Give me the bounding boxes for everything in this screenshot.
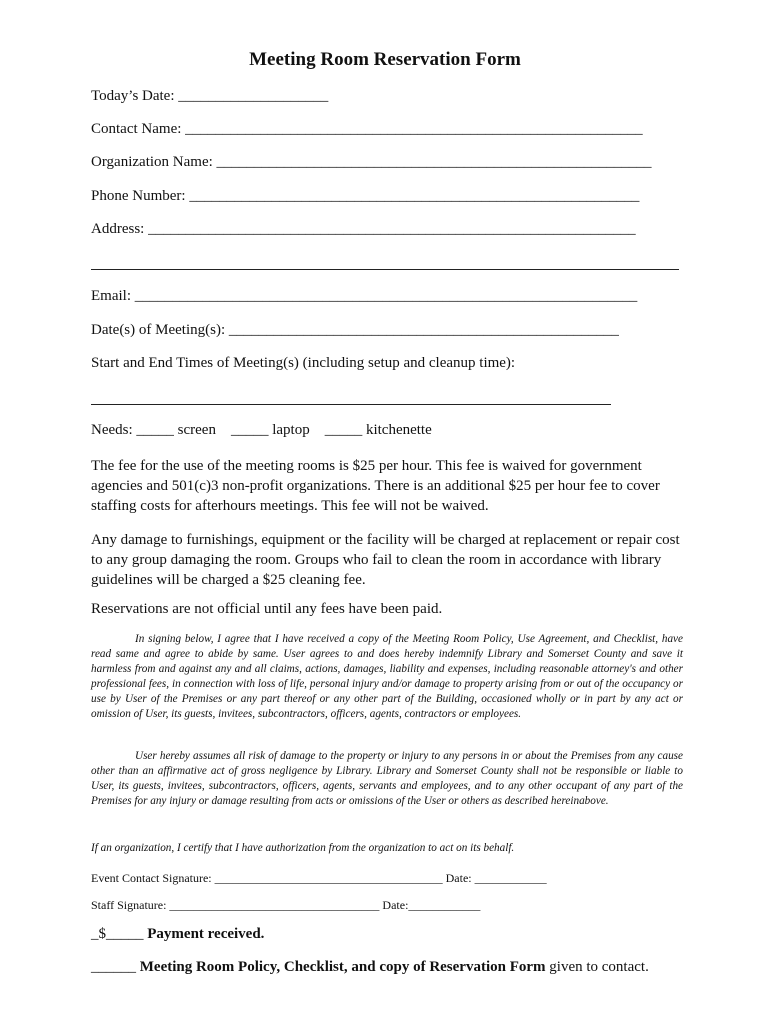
meeting-times-line[interactable] (91, 404, 611, 405)
contact-name-field[interactable]: Contact Name: _____________________________________________________________ (91, 121, 643, 137)
reservations-paragraph: Reservations are not official until any fees have been paid. (91, 601, 443, 617)
staff-signature-field[interactable]: Staff Signature: ___________________________________ Date:____________ (91, 898, 481, 912)
agreement-text: In signing below, I agree that I have received a copy of the Meeting Room Policy, Use Agreement, and Checklist, have read same and agree to abide by same. User agrees to and does hereby indemnify Library and Somerset County and save it harmless from and against any and all claims, actions, damages, liability and expenses, including reasonable attorney's and other professional fees, in connection with loss of life, personal injury and/or damage to property arising from or out of the occupancy or use by User of the Premises or any part thereof or any other part of the Building, occasioned wholly or in part by any act or omission of User, its guests, invitees, subcontractors, officers, agents, contractors or employees. (91, 633, 683, 720)
meeting-dates-field[interactable]: Date(s) of Meeting(s): ____________________________________________________ (91, 322, 619, 338)
todays-date-field[interactable]: Today’s Date: ____________________ (91, 88, 329, 104)
address-second-line[interactable] (91, 269, 679, 270)
phone-number-field[interactable]: Phone Number: ____________________________________________________________ (91, 188, 640, 204)
fee-paragraph: The fee for the use of the meeting rooms is $25 per hour. This fee is waived for government agencies and 501(c)3 non-profit organizations. There is an additional $25 per hour fee to cover staffing costs for afterhours meetings. This fee will not be waived. (91, 458, 660, 514)
payment-received-item (91, 926, 264, 943)
meeting-times-label: Start and End Times of Meeting(s) (including setup and cleanup time): (91, 355, 516, 371)
organization-name-field[interactable]: Organization Name: __________________________________________________________ (91, 154, 652, 170)
needs-field[interactable]: Needs: _____ screen _____ laptop _____ kitchenette (91, 422, 432, 438)
damage-paragraph: Any damage to furnishings, equipment or the facility will be charged at replacement or repair cost to any group damaging the room. Groups who fail to clean the room in accordance with library guidelines will be charged a $25 cleaning fee. (91, 532, 680, 588)
address-field[interactable]: Address: _________________________________________________________________ (91, 221, 636, 237)
policy-blank[interactable]: ______ (91, 959, 136, 975)
policy-given-label: Meeting Room Policy, Checklist, and copy of Reservation Form (139, 959, 546, 975)
risk-paragraph (91, 749, 683, 809)
form-title: Meeting Room Reservation Form (249, 49, 521, 70)
risk-text: User hereby assumes all risk of damage to the property or injury to any persons in or about the Premises from any cause other than an affirmative act of gross negligence by Library. Library and Somerset County shall not be responsible or liable to User, its guests, invitees, subcontractors, officers, agents, servants and employees, and to any other occupant of any part of the Premises for any injury or damage resulting from acts or omissions of the User or others as described hereinabove. (91, 750, 683, 807)
payment-received-label: Payment received. (147, 926, 265, 942)
agreement-paragraph (91, 632, 683, 722)
event-contact-signature-field[interactable]: Event Contact Signature: ______________________________________ Date: ____________ (91, 871, 547, 885)
policy-given-item (91, 959, 649, 976)
policy-given-suffix: given to contact. (549, 959, 649, 975)
certify-statement: If an organization, I certify that I have authorization from the organization to act on its behalf. (91, 842, 515, 854)
email-field[interactable]: Email: ___________________________________________________________________ (91, 288, 638, 304)
payment-blank[interactable]: _$_____ (91, 926, 144, 942)
